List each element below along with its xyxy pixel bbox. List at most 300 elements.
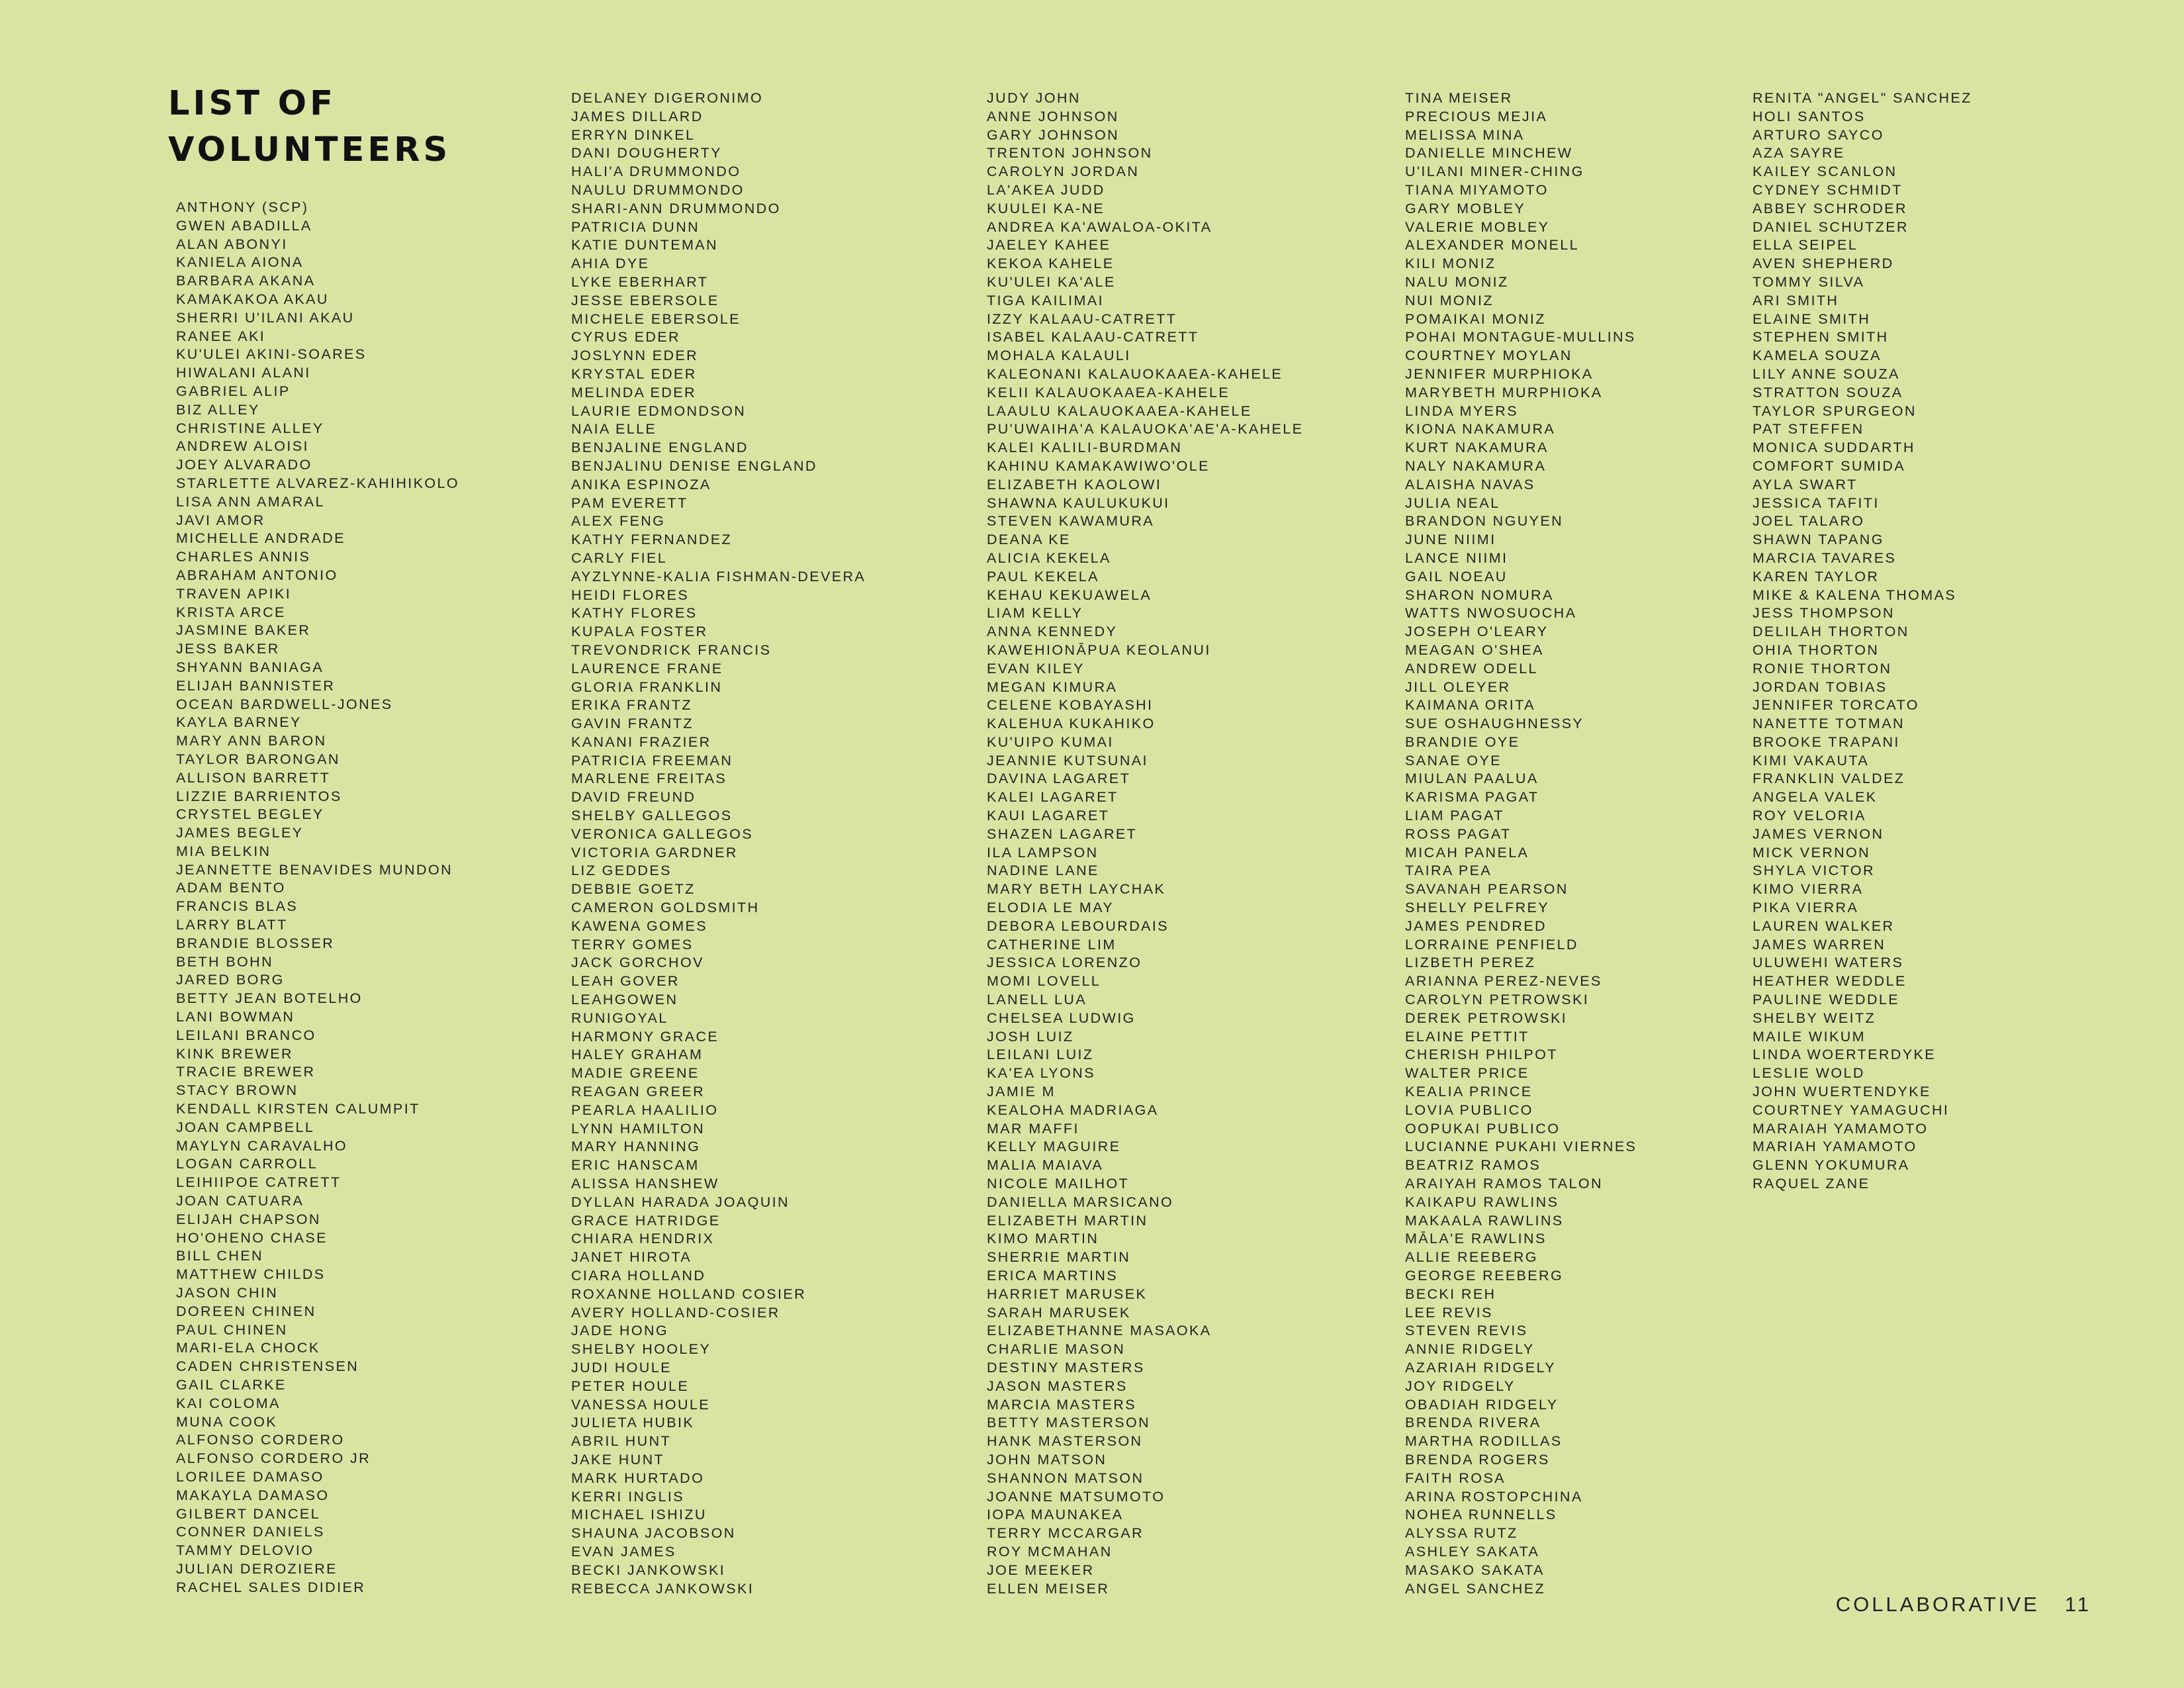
volunteer-name: MĀLA'E RAWLINS [1405, 1231, 1547, 1247]
volunteer-name: LUCIANNE PUKAHI VIERNES [1405, 1139, 1637, 1155]
volunteer-name: PEARLA HAALILIO [571, 1102, 719, 1118]
volunteer-name: DANI DOUGHERTY [571, 145, 722, 162]
volunteer-name: JOAN CATUARA [176, 1193, 304, 1209]
volunteer-name: ELAINE SMITH [1752, 310, 1871, 327]
volunteer-name: KAI COLOMA [176, 1395, 281, 1411]
volunteer-name: GRACE HATRIDGE [571, 1212, 721, 1229]
volunteer-name: RACHEL SALES DIDIER [176, 1579, 366, 1595]
volunteer-name: CYRUS EDER [571, 329, 680, 346]
volunteer-name: KARISMA PAGAT [1405, 789, 1539, 806]
volunteer-name: MARCIA TAVARES [1752, 549, 1897, 566]
volunteer-name: VICTORIA GARDNER [571, 844, 738, 861]
volunteer-name: MICAH PANELA [1405, 844, 1529, 861]
volunteer-name: CAMERON GOLDSMITH [571, 900, 760, 916]
volunteer-name: NUI MONIZ [1405, 292, 1494, 308]
volunteer-name: ALISSA HANSHEW [571, 1176, 719, 1192]
volunteer-name: LAURENCE FRANE [571, 660, 723, 677]
volunteer-name: ELIJAH BANNISTER [176, 677, 336, 694]
volunteer-name: ERRYN DINKEL [571, 126, 696, 143]
volunteer-name: KERRI INGLIS [571, 1488, 684, 1505]
volunteer-name: LORILEE DAMASO [176, 1468, 324, 1485]
volunteer-name: ANGELA VALEK [1752, 789, 1878, 806]
volunteer-name: SHAZEN LAGARET [987, 825, 1138, 842]
volunteer-name: VERONICA GALLEGOS [571, 825, 753, 842]
volunteer-name: BETH BOHN [176, 953, 274, 970]
volunteer-name: PAUL KEKELA [987, 568, 1099, 585]
volunteer-name: KUPALA FOSTER [571, 624, 708, 640]
volunteer-name: JENNIFER TORCATO [1752, 697, 1919, 714]
volunteer-name: ROXANNE HOLLAND COSIER [571, 1286, 807, 1302]
volunteer-name: U'ILANI MINER-CHING [1405, 164, 1584, 180]
volunteer-name: LIAM PAGAT [1405, 808, 1504, 824]
volunteer-name: GARY MOBLEY [1405, 200, 1526, 216]
volunteer-name: KIMO MARTIN [987, 1231, 1099, 1247]
volunteer-name: KAILEY SCANLON [1752, 164, 1897, 180]
volunteer-name: JAMIE M [987, 1084, 1056, 1100]
volunteer-name: ARIANNA PEREZ-NEVES [1405, 973, 1602, 990]
volunteer-name: LILY ANNE SOUZA [1752, 365, 1900, 382]
volunteer-name: SHERRI U'ILANI AKAU [176, 309, 355, 326]
volunteer-name: OHIA THORTON [1752, 641, 1880, 658]
volunteer-name: DANIELLE MINCHEW [1405, 145, 1573, 162]
volunteer-name: ARINA ROSTOPCHINA [1405, 1488, 1583, 1505]
volunteer-name: JILL OLEYER [1405, 679, 1511, 695]
volunteer-name: SHELBY HOOLEY [571, 1341, 711, 1358]
volunteer-name: MAYLYN CARAVALHO [176, 1137, 348, 1154]
volunteer-name: KAIMANA ORITA [1405, 697, 1535, 714]
volunteer-name: ALLISON BARRETT [176, 769, 331, 786]
volunteer-name: LAURIE EDMONDSON [571, 402, 747, 419]
volunteer-name: MAR MAFFI [987, 1120, 1079, 1137]
volunteer-name: ANDREW ALOISI [176, 438, 309, 455]
volunteer-name: CHIARA HENDRIX [571, 1231, 715, 1247]
volunteer-name: OBADIAH RIDGELY [1405, 1396, 1559, 1413]
volunteer-name: JORDAN TOBIAS [1752, 679, 1888, 695]
volunteer-name: AVERY HOLLAND-COSIER [571, 1304, 780, 1321]
volunteer-name: CAROLYN JORDAN [987, 164, 1140, 180]
volunteer-name: ABBEY SCHRODER [1752, 200, 1907, 216]
volunteer-name: FRANCIS BLAS [176, 898, 298, 915]
volunteer-name: ARTURO SAYCO [1752, 126, 1884, 143]
volunteer-name: REAGAN GREER [571, 1084, 705, 1100]
volunteer-name: MUNA COOK [176, 1413, 278, 1430]
volunteer-name: KAREN TAYLOR [1752, 568, 1880, 585]
volunteer-name: RONIE THORTON [1752, 660, 1892, 677]
volunteer-name: MARI-ELA CHOCK [176, 1340, 320, 1356]
volunteer-name: CYDNEY SCHMIDT [1752, 181, 1903, 198]
volunteer-name: HOLI SANTOS [1752, 108, 1866, 124]
volunteer-name: MARAIAH YAMAMOTO [1752, 1120, 1929, 1137]
volunteer-name: JEANNIE KUTSUNAI [987, 752, 1148, 769]
page-title-line-1: LIST OF [168, 84, 336, 123]
volunteer-name: PAT STEFFEN [1752, 421, 1864, 438]
volunteer-name: ANDREW ODELL [1405, 660, 1538, 677]
volunteer-name: GLORIA FRANKLIN [571, 679, 723, 695]
volunteer-name: DEREK PETROWSKI [1405, 1009, 1568, 1026]
volunteer-name: JOSLYNN EDER [571, 348, 699, 364]
volunteer-name: MARYBETH MURPHIOKA [1405, 384, 1603, 400]
volunteer-name: LINDA WOERTERDYKE [1752, 1047, 1936, 1063]
volunteer-name: ALYSSA RUTZ [1405, 1525, 1518, 1542]
volunteer-name: VANESSA HOULE [571, 1396, 711, 1413]
volunteer-name: ABRIL HUNT [571, 1433, 672, 1450]
volunteer-name: GEORGE REEBERG [1405, 1268, 1564, 1284]
volunteer-name: KRISTA ARCE [176, 604, 286, 620]
volunteer-name: HANK MASTERSON [987, 1433, 1143, 1450]
volunteer-name: MARTHA RODILLAS [1405, 1433, 1563, 1450]
volunteer-name: JESS BAKER [176, 641, 280, 657]
volunteer-column-4 [1405, 89, 1637, 1598]
volunteer-name: RENITA "ANGEL" SANCHEZ [1752, 90, 1972, 106]
volunteer-name: DEBBIE GOETZ [571, 881, 696, 898]
volunteer-name: KEHAU KEKUAWELA [987, 586, 1152, 603]
volunteer-name: FRANKLIN VALDEZ [1752, 771, 1905, 787]
volunteer-name: JOHN WUERTENDYKE [1752, 1084, 1931, 1100]
volunteer-name: DANIEL SCHUTZER [1752, 218, 1909, 235]
volunteer-name: KATIE DUNTEMAN [571, 237, 718, 254]
volunteer-name: ASHLEY SAKATA [1405, 1543, 1540, 1560]
volunteer-name: LORRAINE PENFIELD [1405, 936, 1578, 953]
volunteer-name: JOAN CAMPBELL [176, 1119, 315, 1135]
volunteer-name: RAQUEL ZANE [1752, 1176, 1870, 1192]
volunteer-name: PETER HOULE [571, 1378, 690, 1394]
volunteer-name: JAVI AMOR [176, 512, 265, 528]
volunteer-name: MASAKO SAKATA [1405, 1562, 1545, 1578]
volunteer-name: ALEX FENG [571, 513, 666, 530]
volunteer-name: SHANNON MATSON [987, 1470, 1144, 1486]
volunteer-name: GILBERT DANCEL [176, 1505, 321, 1522]
volunteer-name: JAMES WARREN [1752, 936, 1886, 953]
volunteer-name: OCEAN BARDWELL-JONES [176, 696, 393, 712]
volunteer-name: MICHAEL ISHIZU [571, 1507, 707, 1523]
volunteer-name: KILI MONIZ [1405, 256, 1496, 272]
volunteer-name: TAMMY DELOVIO [176, 1542, 314, 1559]
volunteer-name: KELLY MAGUIRE [987, 1139, 1121, 1155]
footer-label: COLLABORATIVE [1835, 1593, 2040, 1616]
volunteer-name: ELLEN MEISER [987, 1580, 1110, 1597]
volunteer-name: MIULAN PAALUA [1405, 771, 1539, 787]
volunteer-name: BRENDA ROGERS [1405, 1451, 1550, 1468]
volunteer-name: ROY MCMAHAN [987, 1543, 1113, 1560]
volunteer-name: JOE MEEKER [987, 1562, 1095, 1578]
volunteer-name: MARY BETH LAYCHAK [987, 881, 1166, 898]
volunteer-name: WALTER PRICE [1405, 1065, 1529, 1082]
volunteer-name: RUNIGOYAL [571, 1009, 668, 1026]
volunteer-name: JENNIFER MURPHIOKA [1405, 365, 1594, 382]
volunteer-name: HARRIET MARUSEK [987, 1286, 1148, 1302]
volunteer-name: LANI BOWMAN [176, 1009, 295, 1025]
volunteer-name: MARY ANN BARON [176, 733, 327, 749]
volunteer-name: JAKE HUNT [571, 1451, 665, 1468]
volunteer-name: AYZLYNNE-KALIA FISHMAN-DEVERA [571, 568, 866, 585]
volunteer-name: LEIHIIPOE CATRETT [176, 1174, 341, 1191]
volunteer-name: SUE OSHAUGHNESSY [1405, 716, 1584, 732]
volunteer-name: BENJALINE ENGLAND [571, 440, 749, 456]
volunteer-name: KAHINU KAMAKAWIWO'OLE [987, 457, 1210, 474]
volunteer-name: MEAGAN O'SHEA [1405, 641, 1544, 658]
volunteer-name: MICHELE EBERSOLE [571, 310, 741, 327]
volunteer-name: HALI'A DRUMMONDO [571, 164, 741, 180]
volunteer-name: CIARA HOLLAND [571, 1268, 706, 1284]
volunteer-name: BETTY MASTERSON [987, 1415, 1151, 1431]
volunteer-name: ARI SMITH [1752, 292, 1839, 308]
volunteer-name: FAITH ROSA [1405, 1470, 1506, 1486]
volunteer-name: BECKI JANKOWSKI [571, 1562, 726, 1578]
volunteer-name: MAKAALA RAWLINS [1405, 1212, 1564, 1229]
volunteer-name: ROY VELORIA [1752, 808, 1866, 824]
volunteer-name: BILL CHEN [176, 1248, 263, 1264]
volunteer-name: MADIE GREENE [571, 1065, 700, 1082]
volunteer-name: KANIELA AIONA [176, 254, 304, 271]
volunteer-name: REBECCA JANKOWSKI [571, 1580, 754, 1597]
volunteer-name: PAM EVERETT [571, 494, 688, 511]
volunteer-name: JAMES DILLARD [571, 108, 704, 124]
volunteer-name: ERIC HANSCAM [571, 1157, 700, 1174]
volunteer-name: LESLIE WOLD [1752, 1065, 1865, 1082]
volunteer-name: MICK VERNON [1752, 844, 1871, 861]
volunteer-name: PAUL CHINEN [176, 1321, 288, 1338]
volunteer-name: SARAH MARUSEK [987, 1304, 1131, 1321]
volunteer-name: BRANDON NGUYEN [1405, 513, 1564, 530]
volunteer-name: LAUREN WALKER [1752, 917, 1895, 934]
volunteer-name: MIKE & KALENA THOMAS [1752, 586, 1957, 603]
volunteer-name: SHAWNA KAULUKUKUI [987, 494, 1170, 511]
volunteer-name: SHARON NOMURA [1405, 586, 1554, 603]
volunteer-name: ELIZABETH MARTIN [987, 1212, 1148, 1229]
volunteer-name: KEALOHA MADRIAGA [987, 1102, 1159, 1118]
volunteer-name: PIKA VIERRA [1752, 900, 1859, 916]
volunteer-name: BRANDIE BLOSSER [176, 935, 335, 951]
volunteer-name: KURT NAKAMURA [1405, 440, 1549, 456]
volunteer-column-5 [1752, 89, 1972, 1194]
volunteer-name: CADEN CHRISTENSEN [176, 1358, 359, 1375]
page-footer [1836, 1593, 2091, 1617]
volunteer-name: LIAM KELLY [987, 605, 1083, 622]
volunteer-name: GLENN YOKUMURA [1752, 1157, 1910, 1174]
volunteer-name: ABRAHAM ANTONIO [176, 567, 338, 583]
volunteer-name: LEILANI LUIZ [987, 1047, 1094, 1063]
volunteer-name: DESTINY MASTERS [987, 1359, 1145, 1376]
volunteer-name: BETTY JEAN BOTELHO [176, 990, 363, 1007]
volunteer-name: SHAWN TAPANG [1752, 532, 1884, 548]
volunteer-name: TAYLOR BARONGAN [176, 751, 340, 767]
volunteer-name: JASMINE BAKER [176, 622, 311, 639]
volunteer-name: LARRY BLATT [176, 917, 288, 933]
volunteer-name: PRECIOUS MEJIA [1405, 108, 1548, 124]
volunteer-name: GABRIEL ALIP [176, 383, 291, 399]
volunteer-name: AZA SAYRE [1752, 145, 1845, 162]
volunteer-name: KU'ULEI KA'ALE [987, 273, 1116, 290]
volunteer-name: DEANA KE [987, 532, 1071, 548]
volunteer-name: MOHALA KALAULI [987, 348, 1131, 364]
volunteer-name: POMAIKAI MONIZ [1405, 310, 1546, 327]
volunteer-name: DANIELLA MARSICANO [987, 1194, 1174, 1210]
volunteer-name: CHARLIE MASON [987, 1341, 1126, 1358]
volunteer-name: BARBARA AKANA [176, 273, 316, 289]
volunteer-name: TREVONDRICK FRANCIS [571, 641, 772, 658]
volunteer-name: SHELLY PELFREY [1405, 900, 1550, 916]
volunteer-name: TERRY GOMES [571, 936, 694, 953]
volunteer-name: JOSH LUIZ [987, 1028, 1074, 1045]
volunteer-name: TIANA MIYAMOTO [1405, 181, 1549, 198]
volunteer-name: DYLLAN HARADA JOAQUIN [571, 1194, 790, 1210]
page-number: 11 [2064, 1593, 2091, 1616]
volunteer-name: JESSE EBERSOLE [571, 292, 719, 308]
volunteer-name: JAMES PENDRED [1405, 917, 1547, 934]
volunteer-name: MALIA MAIAVA [987, 1157, 1104, 1174]
volunteer-name: ULUWEHI WATERS [1752, 955, 1904, 971]
volunteer-name: CELENE KOBAYASHI [987, 697, 1154, 714]
volunteer-name: COURTNEY MOYLAN [1405, 348, 1572, 364]
volunteer-name: TINA MEISER [1405, 90, 1513, 106]
volunteer-name: TERRY MCCARGAR [987, 1525, 1144, 1542]
volunteer-name: TRENTON JOHNSON [987, 145, 1153, 162]
volunteer-name: ANNIE RIDGELY [1405, 1341, 1535, 1358]
volunteer-name: NALY NAKAMURA [1405, 457, 1547, 474]
volunteer-name: LYNN HAMILTON [571, 1120, 705, 1137]
volunteer-name: GAVIN FRANTZ [571, 716, 694, 732]
volunteer-name: SHELBY GALLEGOS [571, 808, 733, 824]
volunteer-name: KENDALL KIRSTEN CALUMPIT [176, 1101, 420, 1117]
volunteer-name: ALICIA KEKELA [987, 549, 1111, 566]
volunteer-name: KAMELA SOUZA [1752, 348, 1882, 364]
volunteer-name: HALEY GRAHAM [571, 1047, 704, 1063]
volunteer-name: MIA BELKIN [176, 843, 271, 859]
volunteer-name: DAVID FREUND [571, 789, 696, 806]
volunteer-name: EVAN KILEY [987, 660, 1085, 677]
volunteer-name: TAIRA PEA [1405, 863, 1492, 879]
volunteer-name: CHERISH PHILPOT [1405, 1047, 1558, 1063]
volunteer-name: LANELL LUA [987, 992, 1087, 1008]
page-title-line-2: VOLUNTEERS [168, 130, 451, 169]
volunteer-name: MONICA SUDDARTH [1752, 440, 1915, 456]
volunteer-name: SHYANN BANIAGA [176, 659, 324, 675]
volunteer-name: CHELSEA LUDWIG [987, 1009, 1136, 1026]
volunteer-name: JESS THOMPSON [1752, 605, 1895, 622]
volunteer-name: RANEE AKI [176, 328, 266, 344]
volunteer-name: GWEN ABADILLA [176, 217, 312, 234]
volunteer-name: JANET HIROTA [571, 1249, 692, 1266]
volunteer-name: JOEY ALVARADO [176, 457, 312, 473]
volunteer-name: KAWEHIONĀPUA KEOLANUI [987, 641, 1211, 658]
volunteer-name: ADAM BENTO [176, 880, 286, 896]
volunteer-name: CONNER DANIELS [176, 1524, 325, 1540]
volunteer-name: LIZZIE BARRIENTOS [176, 788, 342, 804]
volunteer-name: NICOLE MAILHOT [987, 1176, 1130, 1192]
volunteer-name: POHAI MONTAGUE-MULLINS [1405, 329, 1636, 346]
volunteer-name: IZZY KALAAU-CATRETT [987, 310, 1177, 327]
volunteer-name: HEIDI FLORES [571, 586, 690, 603]
volunteer-name: LEAHGOWEN [571, 992, 678, 1008]
volunteer-name: TRAVEN APIKI [176, 585, 292, 602]
volunteer-name: TRACIE BREWER [176, 1064, 316, 1080]
volunteer-name: ILA LAMPSON [987, 844, 1099, 861]
volunteer-name: MARIAH YAMAMOTO [1752, 1139, 1917, 1155]
volunteer-name: NAULU DRUMMONDO [571, 181, 745, 198]
volunteer-name: JOANNE MATSUMOTO [987, 1488, 1165, 1505]
volunteer-name: KAWENA GOMES [571, 917, 708, 934]
volunteer-name: LA'AKEA JUDD [987, 181, 1105, 198]
volunteer-name: KALEI KALILI-BURDMAN [987, 440, 1183, 456]
volunteer-name: SHAUNA JACOBSON [571, 1525, 736, 1542]
volunteer-name: JOSEPH O'LEARY [1405, 624, 1549, 640]
volunteer-name: LEAH GOVER [571, 973, 680, 990]
volunteer-name: KIMI VAKAUTA [1752, 752, 1870, 769]
volunteer-name: CATHERINE LIM [987, 936, 1116, 953]
volunteer-name: KALEONANI KALAUOKAAEA-KAHELE [987, 365, 1283, 382]
volunteer-name: KIONA NAKAMURA [1405, 421, 1556, 438]
volunteer-name: JULIETA HUBIK [571, 1415, 695, 1431]
volunteer-name: JULIA NEAL [1405, 494, 1500, 511]
volunteer-name: ELODIA LE MAY [987, 900, 1115, 916]
volunteer-name: ROSS PAGAT [1405, 825, 1512, 842]
volunteer-name: MAKAYLA DAMASO [176, 1487, 330, 1503]
volunteer-column-3 [987, 89, 1303, 1598]
volunteer-name: GAIL NOEAU [1405, 568, 1508, 585]
volunteer-name: ELIJAH CHAPSON [176, 1211, 321, 1227]
volunteer-name: DAVINA LAGARET [987, 771, 1131, 787]
volunteer-name: JUDI HOULE [571, 1359, 672, 1376]
volunteer-name: SHERRIE MARTIN [987, 1249, 1131, 1266]
volunteer-name: OOPUKAI PUBLICO [1405, 1120, 1561, 1137]
volunteer-name: NAIA ELLE [571, 421, 657, 438]
volunteer-name: KATHY FERNANDEZ [571, 532, 733, 548]
volunteer-name: PAULINE WEDDLE [1752, 992, 1899, 1008]
volunteer-name: MELISSA MINA [1405, 126, 1525, 143]
volunteer-name: LEE REVIS [1405, 1304, 1493, 1321]
volunteer-name: JESSICA LORENZO [987, 955, 1142, 971]
volunteer-name: MELINDA EDER [571, 384, 696, 400]
volunteer-name: ERIKA FRANTZ [571, 697, 692, 714]
volunteer-name: LEILANI BRANCO [176, 1027, 316, 1043]
volunteer-name: TAYLOR SPURGEON [1752, 402, 1917, 419]
volunteer-name: KA'EA LYONS [987, 1065, 1095, 1082]
volunteer-name: KELII KALAUOKAAEA-KAHELE [987, 384, 1230, 400]
volunteer-name: JULIAN DEROZIERE [176, 1560, 338, 1577]
volunteer-name: BRENDA RIVERA [1405, 1415, 1541, 1431]
volunteer-name: SHELBY WEITZ [1752, 1009, 1876, 1026]
volunteer-name: LOGAN CARROLL [176, 1156, 318, 1172]
volunteer-name: ELAINE PETTIT [1405, 1028, 1529, 1045]
volunteer-name: PU'UWAIHA'A KALAUOKA'AE'A-KAHELE [987, 421, 1304, 438]
volunteer-name: NOHEA RUNNELLS [1405, 1507, 1557, 1523]
volunteer-name: MOMI LOVELL [987, 973, 1101, 990]
volunteer-name: COURTNEY YAMAGUCHI [1752, 1102, 1950, 1118]
volunteer-name: MATTHEW CHILDS [176, 1266, 326, 1283]
volunteer-name: AHIA DYE [571, 256, 650, 272]
volunteer-name: JAMES BEGLEY [176, 825, 304, 841]
volunteer-name: AVEN SHEPHERD [1752, 256, 1894, 272]
volunteer-name: PATRICIA DUNN [571, 218, 700, 235]
volunteer-name: GARY JOHNSON [987, 126, 1120, 143]
volunteer-name: MAILE WIKUM [1752, 1028, 1866, 1045]
volunteer-name: KEKOA KAHELE [987, 256, 1115, 272]
volunteer-name: KRYSTAL EDER [571, 365, 697, 382]
volunteer-name: JOHN MATSON [987, 1451, 1107, 1468]
volunteer-name: KAIKAPU RAWLINS [1405, 1194, 1559, 1210]
volunteer-name: DOREEN CHINEN [176, 1303, 316, 1319]
volunteer-name: MARCIA MASTERS [987, 1396, 1136, 1413]
volunteer-name: JAELEY KAHEE [987, 237, 1111, 254]
volunteer-name: NANETTE TOTMAN [1752, 716, 1905, 732]
volunteer-name: TOMMY SILVA [1752, 273, 1865, 290]
volunteer-name: LISA ANN AMARAL [176, 493, 325, 510]
volunteer-column-1 [176, 199, 459, 1597]
volunteer-name: DELILAH THORTON [1752, 624, 1909, 640]
volunteer-name: ALEXANDER MONELL [1405, 237, 1580, 254]
volunteer-name: DEBORA LEBOURDAIS [987, 917, 1169, 934]
volunteer-name: SHYLA VICTOR [1752, 863, 1875, 879]
